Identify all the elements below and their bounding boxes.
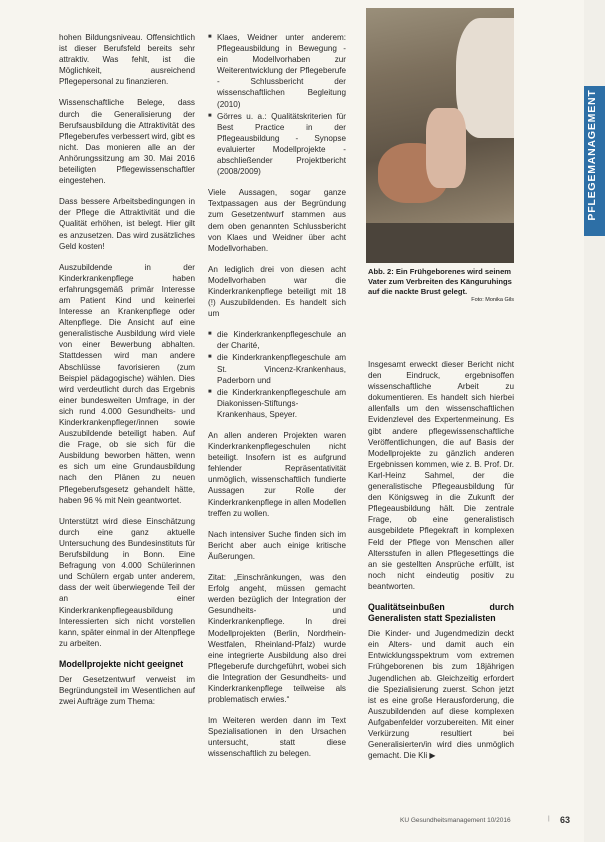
paragraph: Nach intensiver Suche finden sich im Bericht aber auch einige kritische Äußerungen.	[208, 529, 346, 561]
paragraph: Der Gesetzentwurf verweist im Begründungsteil im Wesentlichen auf zwei Aufträge zum Thema:	[59, 674, 195, 707]
section-heading: Qualitätseinbußen durch Generalisten statt Spezialisten	[368, 601, 514, 624]
photo-caption	[368, 267, 514, 305]
list-item: ■ die Kinderkrankenpflegeschule am Diakonissen-Stiftungs-Krankenhaus, Speyer.	[208, 387, 346, 420]
paragraph: Auszubildende in der Kinderkrankenpflege haben erfahrungsgemäß primär Interesse am Patient Kind und keinerlei Interesse an Krankenpflege oder Altenpflege. Die Ansicht auf eine generalistische Ausbildung wird viele von einer Bewerbung abhalten. Stattdessen wird man andere Abschlüsse favorisieren (zum Beispiel pädagogische) wählen. Dies wird verdeutlicht durch das Ergebnis einer bundesweiten Umfrage, in der sich rund 4.000 Gesundheits- und Kinderkrankenpfleger/innen sowie Auszubildende beteiligt haben. Auf die Frage, ob sie sich für die Ausbildung beworben hätten, wenn es sich um eine Grundausbildung nach den Plänen zu neuen Pflegeberufsgesetz gehandelt hätte, haben 96 % mit Nein geantwortet.	[59, 262, 195, 505]
paragraph: Dass bessere Arbeitsbedingungen in der Pflege die Attraktivität und die Qualität erhöhen, ist belegt. Hier gilt es anzusetzen. Das wird zusätzliches Geld kosten!	[59, 197, 195, 251]
page-number: 63	[560, 815, 571, 825]
list-item: ■ Görres u. a.: Qualitätskriterien für Best Practice in der Pflegeausbildung - Synopse evaluierter Modellprojekte - abschließender Projektbericht (2008/2009)	[208, 111, 346, 178]
paragraph: An lediglich drei von diesen acht Modellvorhaben war die Kinderkrankenpflege beteiligt mit 18 (!) Auszubildenden. Es handelt sich um	[208, 264, 346, 319]
paragraph: Viele Aussagen, sogar ganze Textpassagen aus der Begründung zum Gesetzentwurf stammen aus dem oben genannten Schlussbericht von Klaes und Weidner über acht Modellvorhaben.	[208, 188, 346, 253]
school-list	[208, 329, 346, 420]
column-left	[59, 32, 195, 717]
caption-text: Abb. 2: Ein Frühgeborenes wird seinem Vater zum Verbreiten des Känguruhings auf die nackte Brust gelegt.	[368, 267, 512, 296]
article-photo	[366, 8, 514, 263]
column-middle	[208, 32, 346, 770]
section-tab-label: PFLEGEMANAGEMENT	[586, 89, 598, 221]
column-right	[368, 359, 514, 771]
page-footer	[400, 817, 575, 824]
photo-credit: Foto: Monika Gils	[471, 297, 514, 303]
list-item: ■ die Kinderkrankenpflegeschule am St. Vincenz-Krankenhaus, Paderborn und	[208, 352, 346, 385]
paragraph: Insgesamt erweckt dieser Bericht nicht den Eindruck, ergebnisoffen wissenschaftliche Arbeit zu dokumentieren. Es handelt sich hierbei allenfalls um den wissenschaftlichen Evidenzlevel des Expertenmeinung. Es gibt andere pflegewissenschaftliche Veröffentlichungen, die auf Basis der Modellprojekte zu gänzlich anderen Ergebnissen kommen, wie z. B. Prof. Dr. Karl-Heinz Sahmel, der die generalistische Pflegeausbildung für den Königsweg in die Zukunft der Pflegeausbildung hält. Die zentrale Frage, ob eine generalistisch ausgebildete Pflegekraft in komplexen Feld der Pflege von Menschen aller Altersstufen in allen Pflegesettings die an sie gestellten Ansprüche erfüllt, ist noch nicht eindeutig positiv zu beantworten.	[368, 360, 514, 591]
list-item: ■ die Kinderkrankenpflegeschule an der Charité,	[208, 329, 346, 351]
section-heading: Modellprojekte nicht geeignet	[59, 658, 184, 669]
paragraph: An allen anderen Projekten waren Kinderkrankenpflegeschulen nicht beteiligt. Insofern ist es aufgrund fehlender Repräsentativität unmöglich, wissenschaftlich fundierte Aussagen zur Rolle der Kinderkrankenpflege in allen Modellen treffen zu wollen.	[208, 431, 346, 518]
list-item: ■ Klaes, Weidner unter anderem: Pflegeausbildung in Bewegung - ein Modellvorhaben zur Weiterentwicklung der Pflegeberufe - Schlussbericht der wissenschaftlichen Begleitung (2010)	[208, 32, 346, 110]
paragraph: Im Weiteren werden dann im Text Spezialisationen in den Ursachen untersucht, statt diese wissenschaftlich zu belegen.	[208, 716, 346, 759]
quote-paragraph: Zitat: „Einschränkungen, was den Erfolg angeht, müssen gemacht werden bezüglich der Integration der Gesundheits- und Kinderkrankenpflege. In drei Modellprojekten (Berlin, Nordrhein-Westfalen, Rheinland-Pfalz) wurde eine integrierte Ausbildung also drei Pflegeberufe durchgeführt, wobei sich die Integration der Gesundheits- und Kinderkrankenpflege teilweise als problematisch erwies.“	[208, 573, 346, 705]
continue-arrow-icon: ▶	[429, 751, 436, 761]
paragraph-text: Die Kinder- und Jugendmedizin deckt ein Alters- und damit auch ein Entwicklungsspektrum vom extremen Frühgeborenen bis zum 18jährigen Jugendlichen ab. Gleichzeitig erfordert die Spezialisierung zuerst. Schon jetzt ist es eine große Herausforderung, die Auszubildenden auf diese komplexen Aufgabenfelder vorzubereiten. Mit einer Verkürzung resultiert bei Generalisierten/in wird dies unmöglich gemacht. Die Kli	[368, 629, 514, 761]
journal-name: KU Gesundheitsmanagement 10/2016	[400, 817, 511, 824]
paragraph: hohen Bildungsniveau. Offensichtlich ist dieser Berufsfeld bereits sehr attraktiv. Was fehlt, ist die Möglichkeit, ausreichend Pflegepersonal zu finanzieren.	[59, 33, 195, 87]
paragraph: Wissenschaftliche Belege, dass durch die Generalisierung der Berufsausbildung die Attraktivität des Pflegeberufes verbessert wird, gibt es nicht. Das monieren alle an der Anhörungssitzung am 30. Mai 2016 beteiligten Pflegewissenschaftler eingestehen.	[59, 98, 195, 186]
source-list	[208, 32, 346, 177]
paragraph: Unterstützt wird diese Einschätzung durch eine ganz aktuelle Untersuchung des Bundesinstituts für Berufsbildung in Bonn. Eine Befragung von 4.000 Schülerinnen und Schülern ergab unter anderem, dass der weit überwiegende Teil der an einer Kinderkrankenpflegeausbildung Interessierten sich nicht vorstellen kann, später einmal in der Altenpflege zu arbeiten.	[59, 516, 195, 648]
paragraph	[368, 628, 514, 761]
divider: |	[548, 815, 550, 822]
